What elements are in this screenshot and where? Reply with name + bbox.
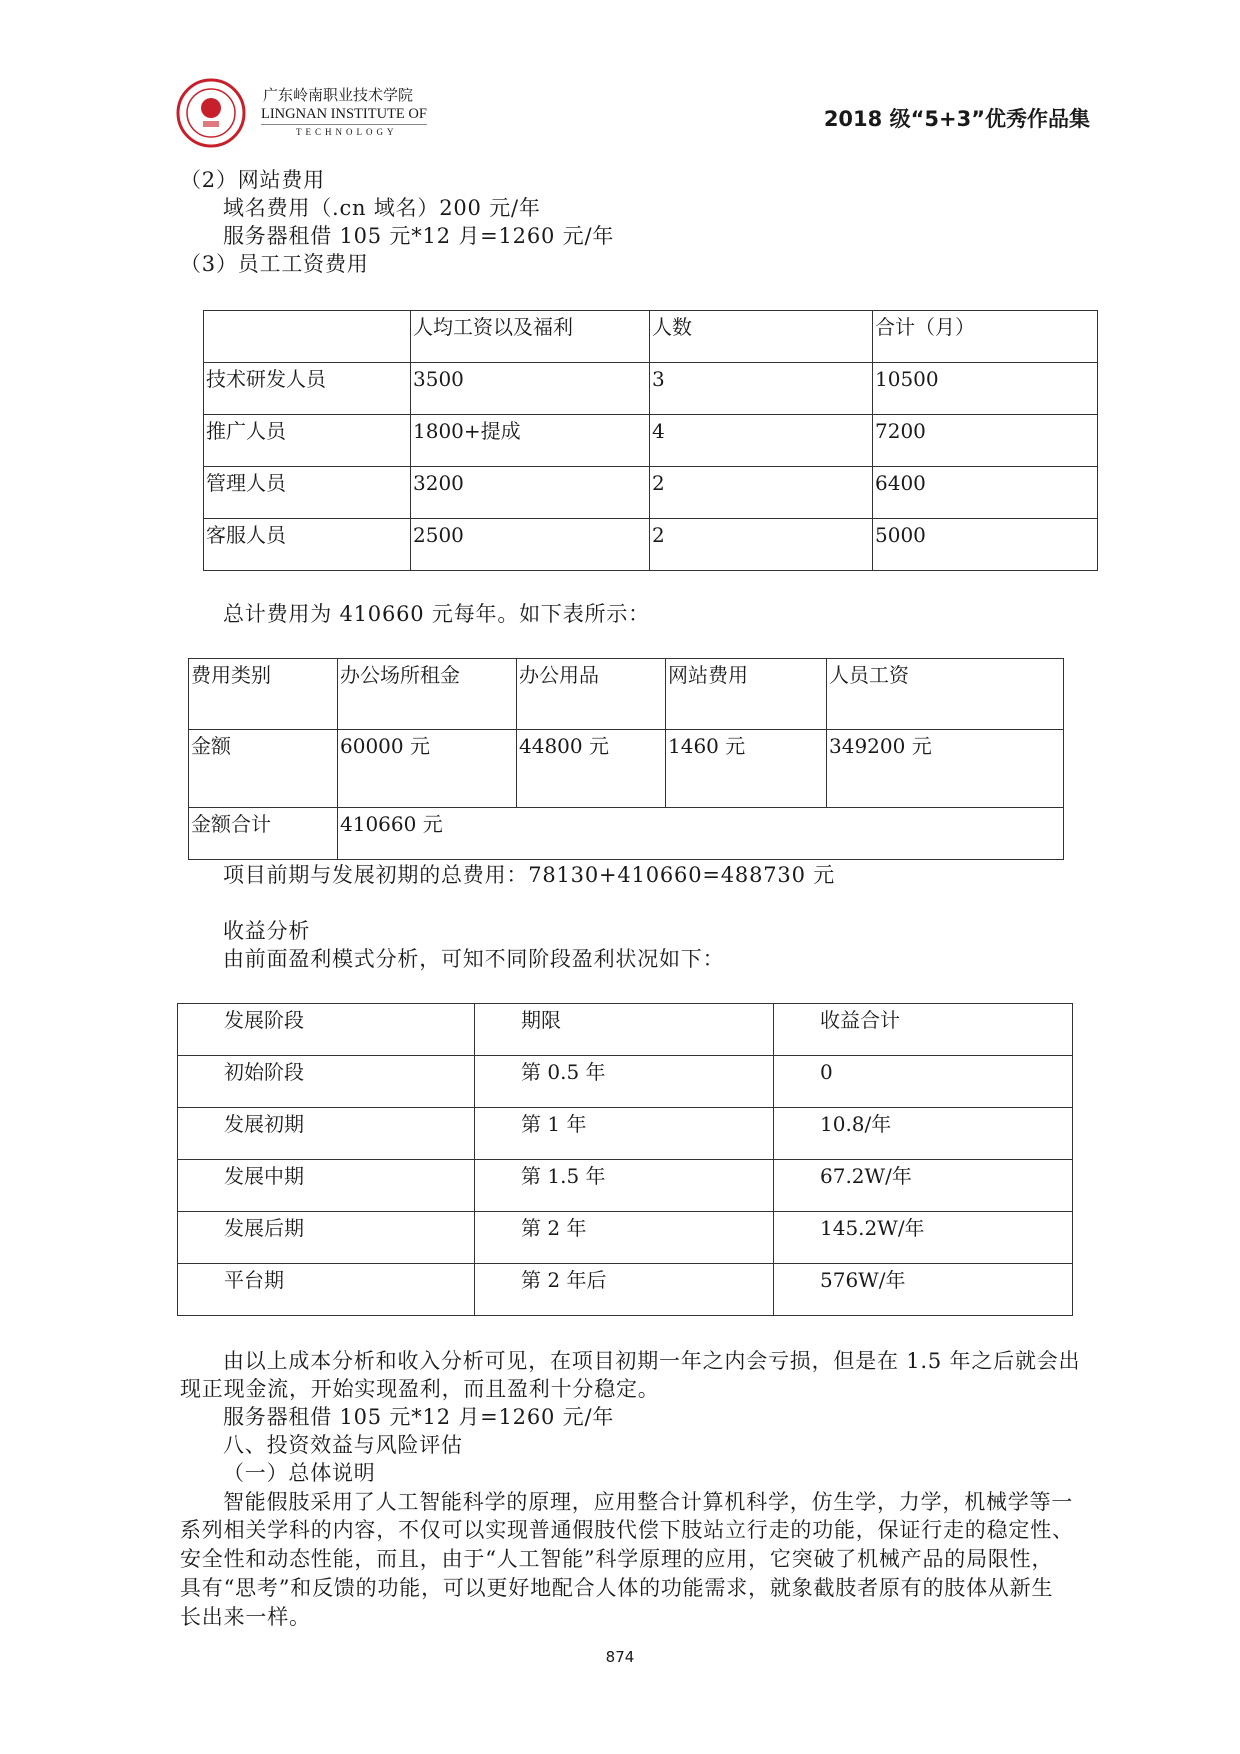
table-cell: 10.8/年 bbox=[774, 1108, 1073, 1160]
table-cell bbox=[204, 311, 411, 363]
table-row bbox=[178, 1160, 1073, 1212]
school-name-en-technology: TECHNOLOGY bbox=[296, 127, 398, 137]
table-cell: 44800 元 bbox=[517, 730, 666, 808]
table-cell: 管理人员 bbox=[204, 467, 411, 519]
table-cell: 平台期 bbox=[178, 1264, 475, 1316]
total-cost-line: 总计费用为 410660 元每年。如下表所示： bbox=[223, 602, 650, 626]
table-cell: 7200 bbox=[873, 415, 1098, 467]
table-cell: 办公场所租金 bbox=[338, 659, 517, 730]
table-cell: 网站费用 bbox=[666, 659, 827, 730]
table-row bbox=[178, 1056, 1073, 1108]
school-name-en: LINGNAN INSTITUTE OF bbox=[261, 106, 427, 125]
table-cell: 67.2W/年 bbox=[774, 1160, 1073, 1212]
header-title: 2018 级“5+3”优秀作品集 bbox=[823, 107, 1090, 131]
table-row bbox=[204, 363, 1098, 415]
subsection-heading: （一）总体说明 bbox=[223, 1461, 376, 1485]
body-line: 系列相关学科的内容，不仅可以实现普通假肢代偿下肢站立行走的功能，保证行走的稳定性、 bbox=[180, 1518, 1074, 1542]
table-cell: 技术研发人员 bbox=[204, 363, 411, 415]
page-number: 874 bbox=[605, 1648, 635, 1666]
body-line: 安全性和动态性能，而且，由于“人工智能”科学原理的应用，它突破了机械产品的局限性， bbox=[180, 1547, 1054, 1571]
table-cell: 办公用品 bbox=[517, 659, 666, 730]
table-cell: 人均工资以及福利 bbox=[411, 311, 650, 363]
table-cell: 349200 元 bbox=[827, 730, 1064, 808]
table-cell: 费用类别 bbox=[189, 659, 338, 730]
table-cell: 410660 元 bbox=[338, 808, 1064, 860]
table-cell: 3200 bbox=[411, 467, 650, 519]
table-row bbox=[178, 1108, 1073, 1160]
table-cell: 金额合计 bbox=[189, 808, 338, 860]
revenue-table bbox=[177, 1003, 1073, 1316]
salary-table bbox=[203, 310, 1098, 571]
project-total-line: 项目前期与发展初期的总费用：78130+410660=488730 元 bbox=[223, 863, 835, 887]
table-cell: 5000 bbox=[873, 519, 1098, 571]
table-cell: 合计（月） bbox=[873, 311, 1098, 363]
revenue-intro: 由前面盈利模式分析，可知不同阶段盈利状况如下： bbox=[223, 947, 725, 971]
body-line: 服务器租借 105 元*12 月=1260 元/年 bbox=[223, 1405, 615, 1429]
body-line: 具有“思考”和反馈的功能，可以更好地配合人体的功能需求，就象截肢者原有的肢体从新生 bbox=[180, 1576, 1054, 1600]
table-row bbox=[178, 1212, 1073, 1264]
table-cell: 1460 元 bbox=[666, 730, 827, 808]
table-cell: 10500 bbox=[873, 363, 1098, 415]
body-line: 长出来一样。 bbox=[180, 1605, 311, 1629]
school-name-cn: 广东岭南职业技术学院 bbox=[263, 86, 414, 104]
table-cell: 第 2 年 bbox=[475, 1212, 774, 1264]
table-row bbox=[204, 519, 1098, 571]
table-cell: 2 bbox=[650, 467, 873, 519]
table-row bbox=[178, 1264, 1073, 1316]
body-line: 由以上成本分析和收入分析可见，在项目初期一年之内会亏损，但是在 1.5 年之后就会出 bbox=[223, 1349, 1081, 1373]
table-cell: 576W/年 bbox=[774, 1264, 1073, 1316]
table-row bbox=[189, 808, 1064, 860]
section-salary-cost: （3）员工工资费用 bbox=[180, 252, 369, 276]
table-cell: 6400 bbox=[873, 467, 1098, 519]
table-row bbox=[189, 730, 1064, 808]
table-cell: 第 1.5 年 bbox=[475, 1160, 774, 1212]
table-cell: 3500 bbox=[411, 363, 650, 415]
domain-cost-line: 域名费用（.cn 域名）200 元/年 bbox=[223, 196, 541, 220]
body-line: 智能假肢采用了人工智能科学的原理，应用整合计算机科学，仿生学，力学，机械学等一 bbox=[223, 1490, 1074, 1514]
section-website-cost: （2）网站费用 bbox=[180, 168, 325, 192]
table-header-row bbox=[204, 311, 1098, 363]
table-cell: 金额 bbox=[189, 730, 338, 808]
table-cell: 第 0.5 年 bbox=[475, 1056, 774, 1108]
table-cell: 发展后期 bbox=[178, 1212, 475, 1264]
revenue-title: 收益分析 bbox=[223, 919, 311, 943]
table-cell: 第 2 年后 bbox=[475, 1264, 774, 1316]
table-cell: 3 bbox=[650, 363, 873, 415]
table-cell: 4 bbox=[650, 415, 873, 467]
table-header-row bbox=[189, 659, 1064, 730]
table-cell: 0 bbox=[774, 1056, 1073, 1108]
table-cell: 期限 bbox=[475, 1004, 774, 1056]
table-cell: 发展初期 bbox=[178, 1108, 475, 1160]
table-cell: 2 bbox=[650, 519, 873, 571]
table-cell: 60000 元 bbox=[338, 730, 517, 808]
body-line: 现正现金流，开始实现盈利，而且盈利十分稳定。 bbox=[180, 1377, 660, 1401]
table-cell: 发展中期 bbox=[178, 1160, 475, 1212]
table-cell: 推广人员 bbox=[204, 415, 411, 467]
table-cell: 收益合计 bbox=[774, 1004, 1073, 1056]
school-logo bbox=[176, 78, 246, 148]
table-cell: 人员工资 bbox=[827, 659, 1064, 730]
table-cell: 第 1 年 bbox=[475, 1108, 774, 1160]
section-heading: 八、投资效益与风险评估 bbox=[223, 1433, 463, 1457]
table-header-row bbox=[178, 1004, 1073, 1056]
server-cost-line: 服务器租借 105 元*12 月=1260 元/年 bbox=[223, 224, 615, 248]
cost-table bbox=[188, 658, 1064, 860]
table-cell: 客服人员 bbox=[204, 519, 411, 571]
table-cell: 145.2W/年 bbox=[774, 1212, 1073, 1264]
table-cell: 2500 bbox=[411, 519, 650, 571]
table-cell: 初始阶段 bbox=[178, 1056, 475, 1108]
table-cell: 发展阶段 bbox=[178, 1004, 475, 1056]
table-row bbox=[204, 415, 1098, 467]
table-cell: 人数 bbox=[650, 311, 873, 363]
table-cell: 1800+提成 bbox=[411, 415, 650, 467]
table-row bbox=[204, 467, 1098, 519]
